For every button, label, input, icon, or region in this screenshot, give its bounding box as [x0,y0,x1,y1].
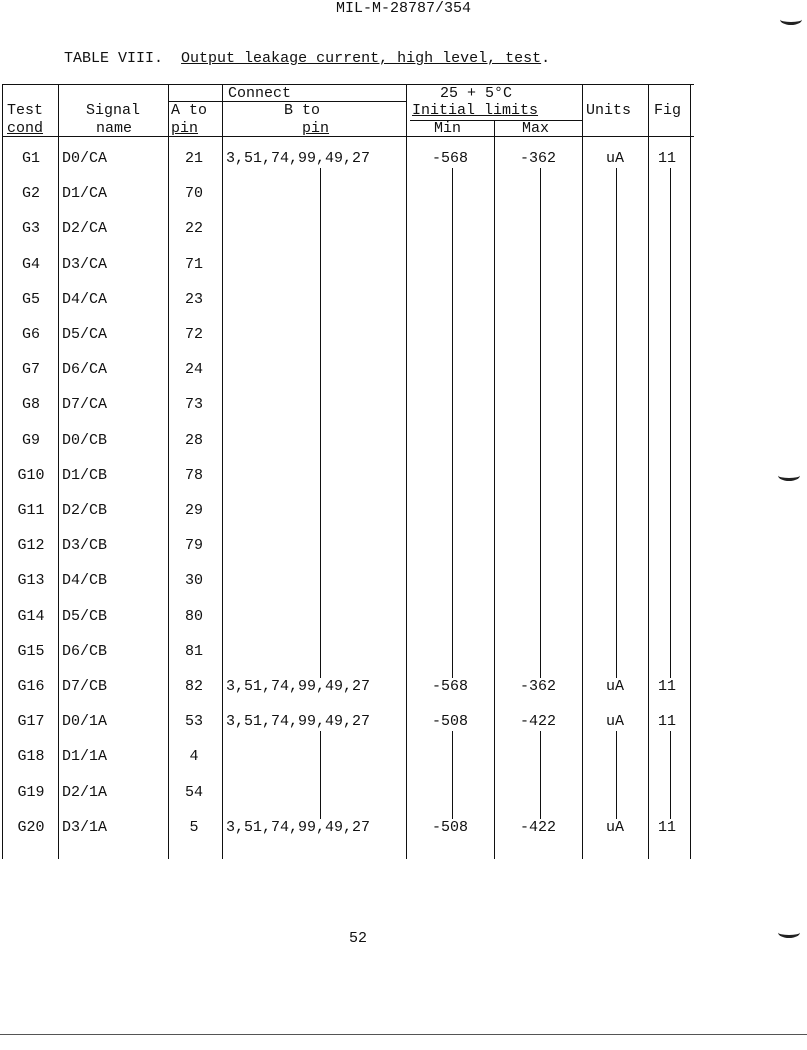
row-a-pin: 29 [184,502,203,519]
header-units: Units [586,102,632,119]
header-b-to: B to [284,102,321,119]
table-top-rule [2,84,694,85]
row-test-cond: G18 [17,748,45,766]
continuation-line [452,168,453,678]
row-min: -508 [431,713,468,731]
col-rule [222,84,223,859]
row-min: -568 [431,678,468,695]
row-units: uA [605,678,624,695]
row-test-cond: G11 [17,502,45,519]
scan-mark [778,470,800,481]
row-fig: 11 [657,678,676,695]
row-max: -362 [519,150,556,167]
row-test-cond: G19 [17,783,45,801]
continuation-line [616,731,617,819]
continuation-line [670,731,671,819]
table-caption-suffix: . [541,50,551,67]
header-cond: cond [7,120,44,137]
row-fig: 11 [657,713,676,731]
row-b-pin: 3,51,74,99,49,27 [226,678,371,695]
row-test-cond: G17 [17,713,45,731]
row-signal-name: D7/CB [62,678,108,695]
row-b-pin: 3,51,74,99,49,27 [226,713,371,731]
row-test-cond: G9 [21,431,40,449]
row-signal-name: D2/CB [62,502,108,519]
row-test-cond: G5 [21,290,40,308]
row-signal-name: D5/CB [62,607,108,625]
col-rule [406,84,407,859]
row-test-cond: G8 [21,396,40,414]
continuation-line [320,731,321,819]
header-min: Min [434,120,462,137]
header-max: Max [522,120,550,137]
continuation-line [540,168,541,678]
col-rule [690,84,691,859]
table-caption-title: Output leakage current, high level, test [181,50,542,67]
row-max: -422 [519,818,556,836]
continuation-line [616,168,617,678]
continuation-line [452,731,453,819]
row-a-pin: 72 [184,326,203,343]
col-rule [494,120,495,859]
row-test-cond: G2 [21,185,40,203]
row-min: -568 [431,150,468,167]
row-units: uA [605,150,624,167]
header-b-pin: pin [302,120,330,137]
row-units: uA [605,713,624,731]
col-rule [648,84,649,859]
leakage-table [2,84,694,859]
row-b-pin: 3,51,74,99,49,27 [226,150,371,167]
row-a-pin: 28 [184,431,203,449]
header-signal: Signal [86,102,141,119]
row-signal-name: D0/CB [62,431,108,449]
row-signal-name: D2/CA [62,220,108,238]
header-connect: Connect [228,85,292,102]
row-a-pin: 80 [184,607,203,625]
row-b-pin: 3,51,74,99,49,27 [226,818,371,836]
col-rule [582,84,583,859]
row-signal-name: D6/CB [62,642,108,660]
header-a-to: A to [171,102,208,119]
header-test: Test [7,102,44,119]
row-test-cond: G6 [21,326,40,343]
row-signal-name: D3/CA [62,255,108,273]
row-signal-name: D4/CB [62,572,108,590]
row-signal-name: D1/CB [62,466,108,484]
row-test-cond: G7 [21,361,40,379]
row-signal-name: D2/1A [62,783,108,801]
row-signal-name: D5/CA [62,326,108,343]
row-test-cond: G13 [17,572,45,590]
row-a-pin: 24 [184,361,203,379]
continuation-line [320,168,321,678]
row-test-cond: G12 [17,537,45,555]
row-a-pin: 82 [184,678,203,695]
table-caption-prefix: TABLE VIII. [64,50,164,67]
row-a-pin: 79 [184,537,203,555]
row-a-pin: 4 [189,748,199,766]
header-fig: Fig [654,102,682,119]
row-a-pin: 23 [184,290,203,308]
row-test-cond: G16 [17,678,45,695]
row-test-cond: G15 [17,642,45,660]
row-test-cond: G3 [21,220,40,238]
row-signal-name: D0/CA [62,150,108,167]
row-max: -362 [519,678,556,695]
row-test-cond: G1 [21,150,40,167]
row-signal-name: D6/CA [62,361,108,379]
row-max: -422 [519,713,556,731]
document-header: MIL-M-28787/354 [335,0,472,17]
row-a-pin: 30 [184,572,203,590]
row-fig: 11 [657,150,676,167]
row-signal-name: D7/CA [62,396,108,414]
row-a-pin: 73 [184,396,203,414]
col-rule [2,84,3,859]
row-signal-name: D3/1A [62,818,108,836]
row-units: uA [605,818,624,836]
row-a-pin: 22 [184,220,203,238]
row-test-cond: G10 [17,466,45,484]
row-signal-name: D3/CB [62,537,108,555]
page-bottom-rule [0,1034,807,1035]
table-caption [64,50,550,67]
row-test-cond: G4 [21,255,40,273]
row-a-pin: 70 [184,185,203,203]
col-rule [168,84,169,859]
continuation-line [670,168,671,678]
scan-mark [778,927,800,938]
row-a-pin: 54 [184,783,203,801]
continuation-line [540,731,541,819]
row-a-pin: 78 [184,466,203,484]
row-a-pin: 53 [184,713,203,731]
header-initial-limits: Initial limits [412,102,539,119]
row-a-pin: 5 [189,818,199,836]
row-signal-name: D1/1A [62,748,108,766]
scan-mark [780,14,802,25]
row-signal-name: D1/CA [62,185,108,203]
row-a-pin: 21 [184,150,203,167]
row-signal-name: D4/CA [62,290,108,308]
row-test-cond: G14 [17,607,45,625]
header-temp: 25 + 5°C [440,85,513,102]
header-a-pin: pin [171,120,199,137]
row-a-pin: 81 [184,642,203,660]
header-name: name [96,120,133,137]
row-a-pin: 71 [184,255,203,273]
row-signal-name: D0/1A [62,713,108,731]
page-number: 52 [348,930,367,947]
row-test-cond: G20 [17,818,45,836]
col-rule [58,84,59,859]
row-min: -508 [431,818,468,836]
row-fig: 11 [657,818,676,836]
